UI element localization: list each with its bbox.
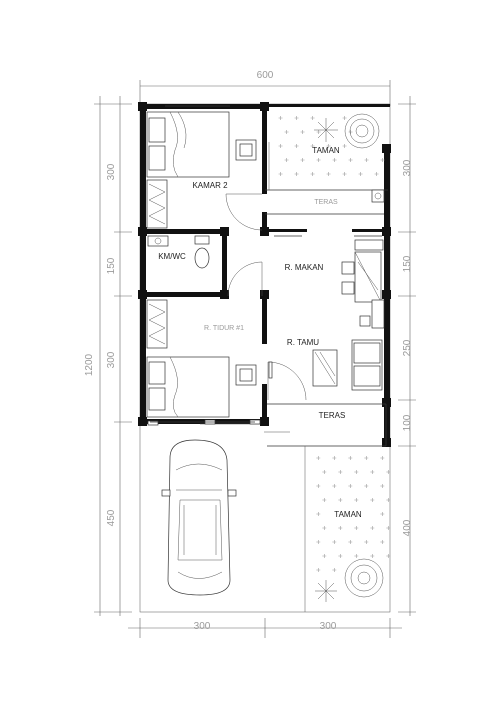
garden-plus (359, 172, 363, 176)
garden-plus (343, 144, 347, 148)
garden-plus (380, 512, 384, 516)
label-teras-bottom: TERAS (318, 411, 346, 420)
garden-plus (322, 526, 326, 530)
garden-plus (332, 484, 336, 488)
dim-top-total: 600 (256, 70, 274, 81)
garden-plus (380, 456, 384, 460)
garden-plus (295, 172, 299, 176)
garden-plus (322, 470, 326, 474)
garden-plus (370, 470, 374, 474)
garden-plus (279, 116, 283, 120)
garden-plus (322, 498, 326, 502)
garden-plus (285, 130, 289, 134)
label-kmwc: KM/WC (158, 252, 186, 261)
garden-plus (386, 470, 390, 474)
garden-plus (370, 526, 374, 530)
garden-plus (295, 116, 299, 120)
garden-plus (380, 484, 384, 488)
garden-plus (332, 568, 336, 572)
dim-right-5: 400 (402, 519, 413, 537)
dim-left-1: 300 (106, 163, 117, 181)
garden-plus (370, 498, 374, 502)
garden-plus (332, 540, 336, 544)
dim-left-2: 150 (106, 257, 117, 275)
garden-plus (327, 172, 331, 176)
label-taman-top: TAMAN (312, 146, 340, 155)
garden-plus (386, 526, 390, 530)
dim-right-4: 100 (402, 414, 413, 432)
garden-plus (316, 568, 320, 572)
label-r-tidur1: R. TIDUR #1 (204, 325, 244, 332)
garden-plus (348, 540, 352, 544)
garden-plus (354, 554, 358, 558)
garden-plus (349, 158, 353, 162)
garden-plus (316, 540, 320, 544)
dim-bottom-left: 300 (193, 621, 211, 632)
rtamu-furniture (313, 300, 384, 390)
garden-plus (317, 130, 321, 134)
garden-plus (311, 116, 315, 120)
toilet-icon (195, 248, 209, 268)
garden-plus (279, 172, 283, 176)
garden-plus (343, 116, 347, 120)
garden-plus (316, 456, 320, 460)
garden-plus (317, 158, 321, 162)
dim-right-3: 250 (402, 339, 413, 357)
label-r-makan: R. MAKAN (284, 263, 324, 272)
garden-plus (380, 540, 384, 544)
garden-plus (354, 470, 358, 474)
garden-plus (338, 470, 342, 474)
garden-plus (381, 158, 385, 162)
garden-plus (316, 484, 320, 488)
garden-plus (285, 158, 289, 162)
garden-plus (333, 158, 337, 162)
garden-plus (295, 144, 299, 148)
dim-right-1: 300 (402, 159, 413, 177)
car-icon (162, 440, 236, 595)
garden-plus (279, 144, 283, 148)
garden-plus (311, 172, 315, 176)
label-taman-bottom: TAMAN (334, 510, 362, 519)
garden-plus (322, 554, 326, 558)
garden-plus (354, 498, 358, 502)
label-r-tamu: R. TAMU (286, 338, 320, 347)
dim-right-2: 150 (402, 255, 413, 273)
garden-plus (364, 540, 368, 544)
garden-plus (301, 158, 305, 162)
garden-plus (354, 526, 358, 530)
rtidur-furniture (147, 300, 256, 417)
kamar2-furniture (147, 112, 256, 228)
dim-left-3: 300 (106, 351, 117, 369)
dim-left-total: 1200 (84, 353, 95, 377)
garden-plus (386, 554, 390, 558)
label-kamar2: KAMAR 2 (192, 181, 228, 190)
dim-bottom-right: 300 (319, 621, 337, 632)
garden-plus (332, 456, 336, 460)
garden-plus (338, 554, 342, 558)
garden-plus (343, 172, 347, 176)
garden-plus (349, 130, 353, 134)
garden-plus (375, 172, 379, 176)
garden-plus (316, 512, 320, 516)
garden-plus (338, 498, 342, 502)
garden-plus (338, 526, 342, 530)
garden-plus (386, 498, 390, 502)
garden-plus (348, 456, 352, 460)
garden-plus (364, 456, 368, 460)
label-teras-top: TERAS (314, 199, 338, 206)
garden-plus (301, 130, 305, 134)
garden-plus (348, 484, 352, 488)
garden-plus (370, 554, 374, 558)
dim-left-4: 450 (106, 509, 117, 527)
garden-plus (364, 484, 368, 488)
garden-plus (365, 158, 369, 162)
